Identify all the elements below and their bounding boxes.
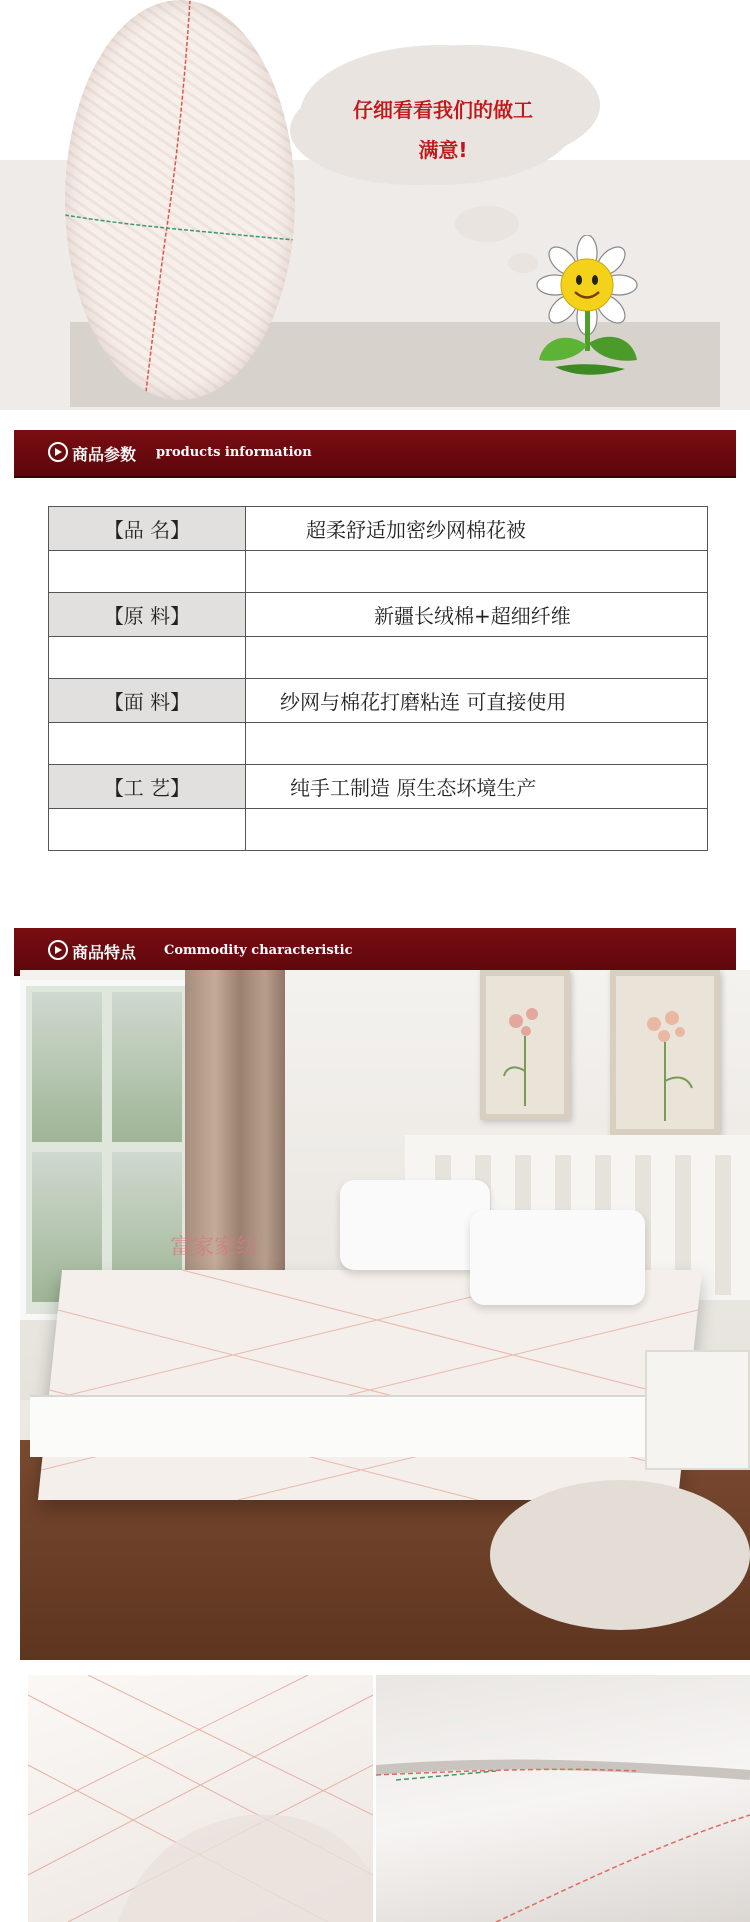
quilt-detail-photo-right [376, 1675, 750, 1922]
spec-key: 【工 艺】 [49, 765, 246, 809]
spec-value: 纱网与棉花打磨粘连 可直接使用 [246, 679, 708, 723]
wall-art-frame [610, 970, 720, 1135]
bed-frame [30, 1395, 690, 1457]
fabric-closeup-image [65, 0, 295, 400]
table-row [49, 765, 708, 809]
pillow [340, 1180, 490, 1270]
thought-bubble-small [455, 206, 519, 242]
circle-arrow-icon [48, 940, 68, 960]
nightstand [645, 1350, 750, 1470]
speech-line-2: 满意! [418, 138, 468, 162]
spec-key: 【面 料】 [49, 679, 246, 723]
speech-cloud-text [318, 90, 568, 170]
section-title-zh: 商品特点 [72, 943, 137, 962]
spec-key: 【原 料】 [49, 593, 246, 637]
bedroom-product-photo [20, 970, 750, 1660]
table-row-blank [49, 723, 708, 765]
table-row-blank [49, 551, 708, 593]
spec-value: 新疆长绒棉+超细纤维 [246, 593, 708, 637]
fur-rug [490, 1480, 750, 1630]
quilt-detail-photo-left [28, 1675, 373, 1922]
smiling-flower-icon [535, 235, 640, 385]
section-title-en: products information [156, 445, 312, 460]
section-title-en: Commodity characteristic [164, 943, 353, 958]
table-row [49, 593, 708, 637]
section-header-commodity-characteristic [14, 928, 736, 976]
hero-banner [0, 0, 750, 420]
brand-watermark: 富家家纺 [170, 1235, 259, 1260]
table-row [49, 507, 708, 551]
table-row [49, 679, 708, 723]
product-spec-table [48, 506, 708, 851]
circle-arrow-icon [48, 442, 68, 462]
section-header-products-info [14, 430, 736, 478]
spec-key: 【品 名】 [49, 507, 246, 551]
table-row-blank [49, 809, 708, 851]
table-row-blank [49, 637, 708, 679]
spec-value: 超柔舒适加密纱网棉花被 [246, 507, 708, 551]
photo-window [20, 980, 195, 1320]
wall-art-frame [480, 970, 570, 1120]
thought-bubble-tiny [508, 253, 538, 273]
spec-value: 纯手工制造 原生态坏境生产 [246, 765, 708, 809]
pillow [470, 1210, 645, 1305]
speech-line-1: 仔细看看我们的做工 [353, 98, 533, 122]
section-title-zh: 商品参数 [72, 445, 137, 464]
